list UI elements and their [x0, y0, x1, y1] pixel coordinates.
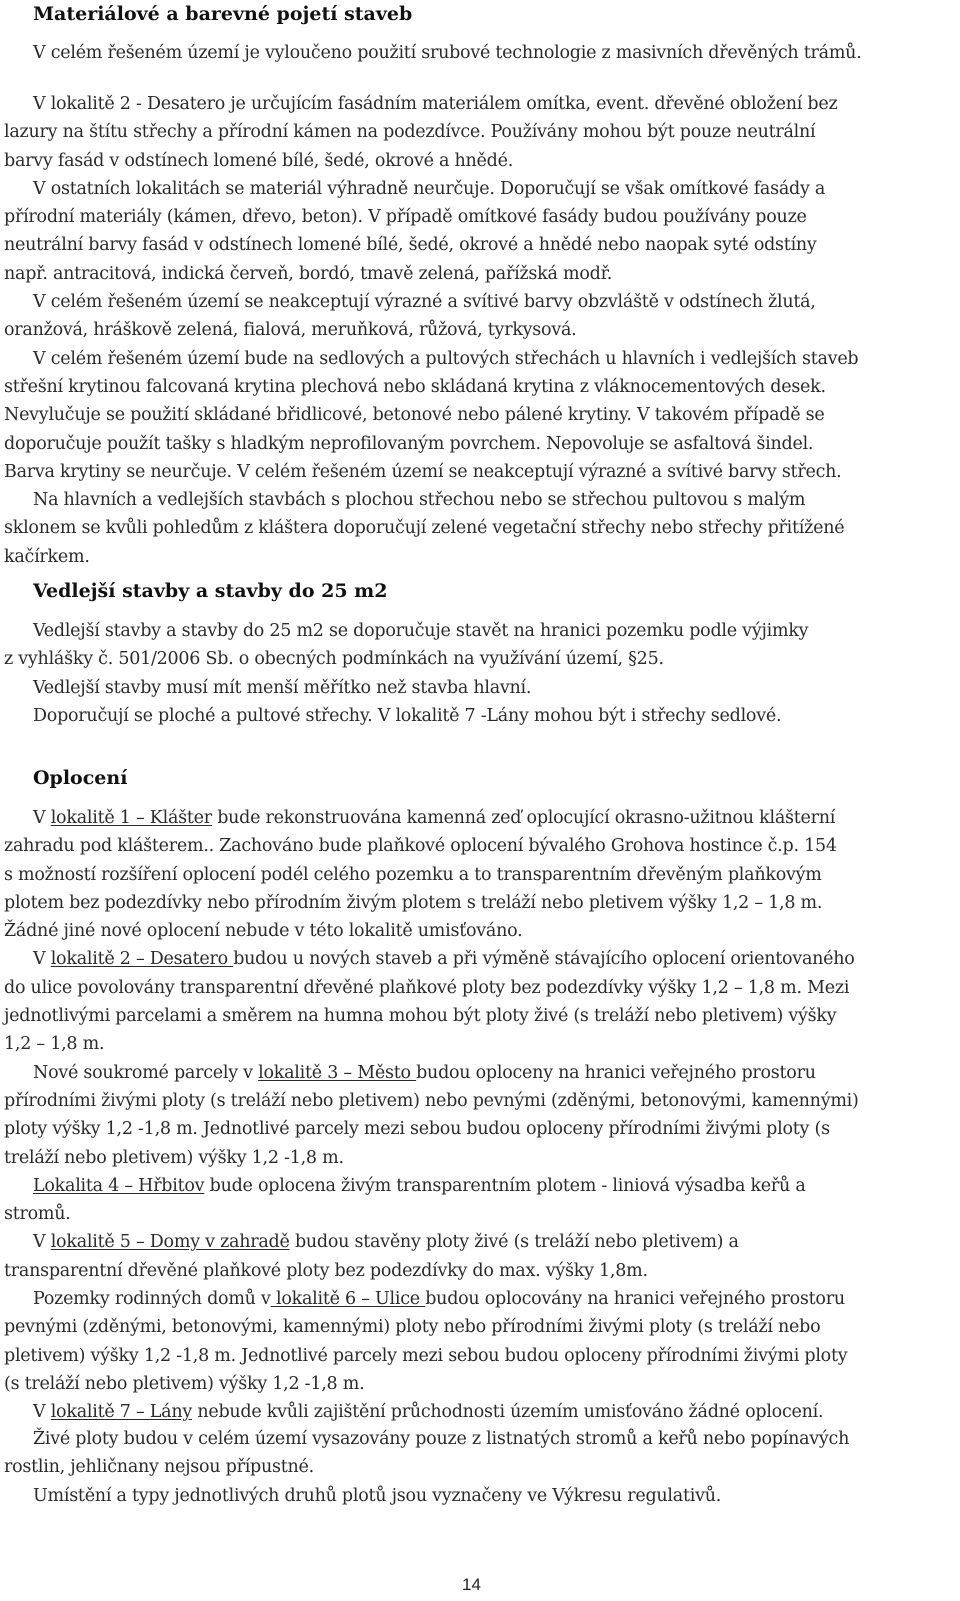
- text-fragment: V: [33, 1232, 51, 1253]
- heading-accessory-buildings: Vedlejší stavby a stavby do 25 m2: [33, 580, 388, 602]
- text-line: kačírkem.: [4, 546, 90, 567]
- text-line: [4, 1059, 948, 1087]
- text-line: barvy fasád v odstínech lomené bílé, šedé, okrové a hnědé.: [4, 150, 514, 171]
- text-line: Vedlejší stavby a stavby do 25 m2 se doporučuje stavět na hranici pozemku podle výjimky: [33, 621, 809, 641]
- text-line: (s treláží nebo pletivem) výšky 1,2 -1,8 m.: [4, 1373, 365, 1394]
- text-line: stromů.: [4, 1204, 71, 1225]
- locality-3-link: lokalitě 3 – Město: [258, 1062, 417, 1083]
- text-fragment: Nové soukromé parcely v: [33, 1062, 259, 1083]
- locality-1-link: lokalitě 1 – Klášter: [50, 808, 212, 828]
- text-line: Nevylučuje se použití skládané břidlicové, betonové nebo pálené krytiny. V takovém případě se: [4, 405, 825, 426]
- text-line: transparentní dřevěné plaňkové ploty bez podezdívky do max. výšky 1,8m.: [4, 1260, 648, 1281]
- text-line: 1,2 – 1,8 m.: [4, 1034, 105, 1055]
- text-fragment: V: [33, 949, 51, 970]
- page-number: 14: [462, 1575, 481, 1594]
- text-line: lazury na štítu střechy a přírodní kámen na podezdívce. Používány mohou být pouze neutrální: [4, 122, 816, 143]
- paragraph-fencing: [4, 804, 948, 1427]
- locality-7-link: lokalitě 7 – Lány: [50, 1402, 192, 1423]
- text-line: treláží nebo pletivem) výšky 1,2 -1,8 m.: [4, 1147, 344, 1168]
- text-fragment: budou oplocovány na hranici veřejného prostoru: [425, 1289, 845, 1310]
- locality-2-link: lokalitě 2 – Desatero: [50, 949, 234, 970]
- text-line: rostlin, jehličnany nejsou přípustné.: [4, 1457, 314, 1478]
- text-fragment: budou u nových staveb a při výměně stávajícího oplocení orientovaného: [233, 949, 855, 970]
- text-line: [4, 1172, 948, 1200]
- text-line: V celém řešeném území se neakceptují výrazné a svítivé barvy obzvláště v odstínech žlutá,: [33, 292, 816, 313]
- text-line: sklonem se kvůli pohledům z kláštera doporučují zelené vegetační střechy nebo střechy přitížené: [4, 518, 845, 539]
- text-line: V celém řešeném území je vyloučeno použití srubové technologie z masivních dřevěných trámů.: [33, 43, 862, 63]
- heading-fencing: Oplocení: [33, 767, 128, 789]
- locality-4-link: Lokalita 4 – Hřbitov: [33, 1175, 205, 1196]
- text-line: střešní krytinou falcovaná krytina plechová nebo skládaná krytina z vláknocementových desek.: [4, 376, 826, 397]
- text-fragment: Pozemky rodinných domů v: [33, 1289, 271, 1310]
- text-line: s možností rozšíření oplocení podél celého pozemku a to transparentním dřevěným plaňkovým: [4, 864, 822, 885]
- text-line: neutrální barvy fasád v odstínech lomené bílé, šedé, okrové a hnědé nebo naopak syté odstíny: [4, 235, 817, 256]
- text-fragment: budou stavěny ploty živé (s treláží nebo pletivem) a: [289, 1232, 739, 1253]
- text-line: [4, 1285, 948, 1313]
- heading-materials: Materiálové a barevné pojetí staveb: [33, 3, 413, 25]
- text-line: Barva krytiny se neurčuje. V celém řešeném území se neakceptují výrazné a svítivé barvy střech.: [4, 461, 842, 482]
- text-fragment: budou oploceny na hranici veřejného prostoru: [416, 1062, 816, 1083]
- text-line: plotem bez podezdívky nebo přírodním živým plotem s treláží nebo pletivem výšky 1,2 – 1,8 m.: [4, 892, 823, 913]
- text-line: pletivem) výšky 1,2 -1,8 m. Jednotlivé parcely mezi sebou budou oploceny přírodními živými ploty: [4, 1345, 848, 1366]
- locality-5-link: lokalitě 5 – Domy v zahradě: [50, 1232, 290, 1253]
- text-fragment: V: [33, 1402, 51, 1423]
- text-line: V lokalitě 2 - Desatero je určujícím fasádním materiálem omítka, event. dřevěné obložení bez: [33, 94, 838, 114]
- paragraph-accessory-buildings: [4, 617, 948, 730]
- text-line: Živé ploty budou v celém území vysazovány pouze z listnatých stromů a keřů nebo popínavých: [33, 1429, 850, 1449]
- text-line: [4, 804, 948, 832]
- text-line: pevnými (zděnými, betonovými, kamennými) ploty nebo přírodními živými ploty (s treláží nebo: [4, 1317, 821, 1338]
- locality-6-link: lokalitě 6 – Ulice: [270, 1289, 426, 1310]
- text-line: jednotlivými parcelami a směrem na humna mohou být ploty živé (s treláží nebo pletivem) výšky: [4, 1006, 837, 1027]
- text-line: doporučuje použít tašky s hladkým neprofilovaným povrchem. Nepovoluje se asfaltová šindel.: [4, 433, 814, 454]
- text-line: z vyhlášky č. 501/2006 Sb. o obecných podmínkách na využívání území, §25.: [4, 649, 664, 670]
- text-fragment: bude rekonstruována kamenná zeď oplocující okrasno-užitnou klášterní: [211, 808, 836, 828]
- text-line: přírodní materiály (kámen, dřevo, beton). V případě omítkové fasády budou používány pouze: [4, 207, 807, 228]
- text-fragment: bude oplocena živým transparentním plotem - liniová výsadba keřů a: [204, 1175, 806, 1196]
- text-line: [4, 945, 948, 973]
- paragraph-materials: [4, 90, 948, 571]
- text-line: Na hlavních a vedlejších stavbách s plochou střechou nebo se střechou pultovou s malým: [33, 490, 806, 511]
- text-line: přírodními živými ploty (s treláží nebo pletivem) nebo pevnými (zděnými, betonovými, kamennými): [4, 1090, 859, 1111]
- text-line: Doporučují se ploché a pultové střechy. V lokalitě 7 -Lány mohou být i střechy sedlové.: [33, 705, 782, 726]
- text-line: Žádné jiné nové oplocení nebude v této lokalitě umisťováno.: [4, 921, 523, 942]
- text-line: ploty výšky 1,2 -1,8 m. Jednotlivé parcely mezi sebou budou oploceny přírodními živými ploty (s: [4, 1119, 830, 1140]
- text-fragment: V: [33, 808, 51, 828]
- paragraph-intro: [4, 39, 948, 67]
- text-line: [4, 1398, 948, 1426]
- text-line: V ostatních lokalitách se materiál výhradně neurčuje. Doporučují se však omítkové fasády a: [33, 178, 826, 199]
- text-line: do ulice povolovány transparentní dřevěné plaňkové ploty bez podezdívky výšky 1,2 – 1,8 m. Mezi: [4, 977, 850, 998]
- text-line: Vedlejší stavby musí mít menší měřítko než stavba hlavní.: [33, 677, 532, 698]
- text-line: [4, 1228, 948, 1256]
- text-fragment: nebude kvůli zajištění průchodnosti územím umisťováno žádné oplocení.: [192, 1402, 824, 1423]
- text-line: V celém řešeném území bude na sedlových a pultových střechách u hlavních i vedlejších staveb: [33, 348, 859, 369]
- text-line: Umístění a typy jednotlivých druhů plotů jsou vyznačeny ve Výkresu regulativů.: [33, 1485, 722, 1506]
- text-line: zahradu pod klášterem.. Zachováno bude plaňkové oplocení bývalého Grohova hostince č.p. 154: [4, 836, 837, 857]
- text-line: oranžová, hráškově zelená, fialová, meruňková, růžová, tyrkysová.: [4, 320, 577, 341]
- text-line: např. antracitová, indická červeň, bordó, tmavě zelená, pařížská modř.: [4, 263, 613, 284]
- paragraph-hedges: [4, 1425, 948, 1510]
